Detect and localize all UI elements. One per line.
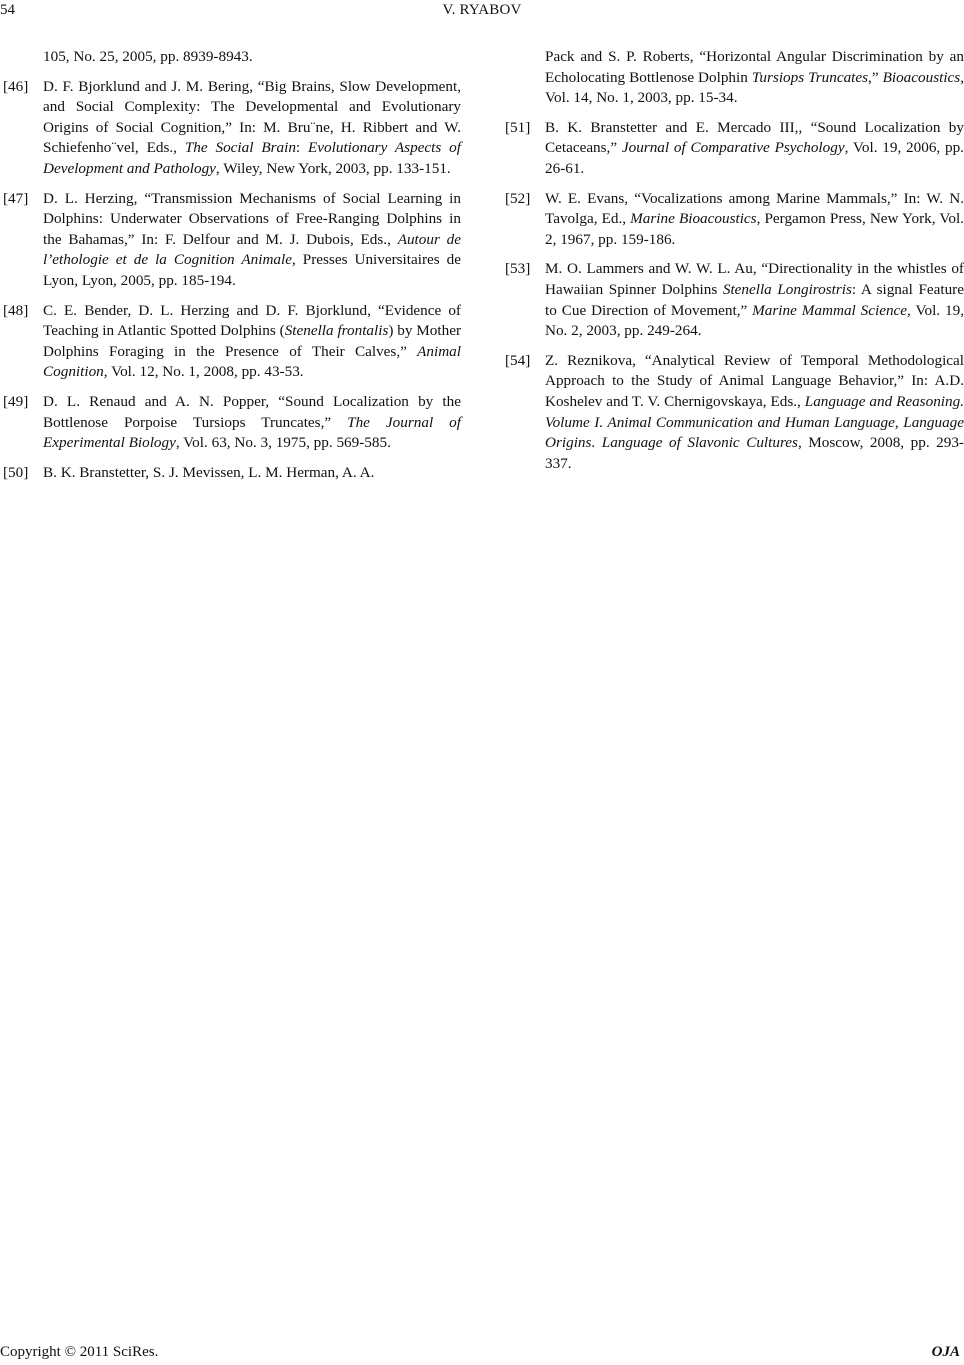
- text-run: , Vol. 14, No. 1, 2003, pp. 15-34.: [545, 68, 964, 107]
- text-run: D. L. Herzing, “Transmission Mechanisms of Social Learning in Dolphins: Underwater Observations of Free-Ranging Dolphins in the Bahamas,” In: F. Delfour and M. J. Dubois, Eds.,: [43, 189, 461, 248]
- reference-number: [49]: [3, 392, 29, 410]
- text-run: Z. Reznikova, “Analytical Review of Temporal Methodological Approach to the Study of Animal Language Behavior,” In: A.D. Koshelev and T. V. Chernigovskaya, Eds.,: [545, 351, 964, 410]
- text-run: , Moscow, 2008, pp. 293-337.: [545, 434, 964, 472]
- reference-text: [43, 189, 461, 292]
- reference-text: [545, 259, 964, 341]
- text-run: B. K. Branstetter, S. J. Mevissen, L. M. Herman, A. A.: [43, 463, 375, 481]
- text-run: ,”: [868, 68, 883, 86]
- italic-text: Bioacoustics: [882, 68, 961, 86]
- reference-text: [43, 463, 461, 484]
- text-run: D. L. Renaud and A. N. Popper, “Sound Localization by the Bottlenose Porpoise Tursiops Truncates,”: [43, 392, 461, 431]
- text-run: W. E. Evans, “Vocalizations among Marine Mammals,” In: W. N. Tavolga, Ed.,: [545, 189, 964, 228]
- italic-text: Evolutionary Aspects of Development and Pathology: [43, 139, 461, 177]
- text-run: , Pergamon Press, New York, Vol. 2, 1967, pp. 159-186.: [545, 210, 964, 248]
- text-run: , Vol. 63, No. 3, 1975, pp. 569-585.: [175, 434, 391, 452]
- reference-number: [52]: [505, 189, 531, 207]
- reference-continuation: [3, 47, 461, 68]
- reference-list: [3, 77, 461, 484]
- italic-text: Marine Bioacoustics: [630, 210, 757, 228]
- left-column: [3, 48, 461, 492]
- italic-text: Journal of Comparative Psychology: [621, 139, 845, 157]
- reference-item: [3, 463, 461, 484]
- reference-number: [47]: [3, 189, 29, 207]
- reference-text: [43, 392, 461, 454]
- italic-text: Tursiops Truncates: [751, 68, 869, 86]
- text-run: , Vol. 19, 2006, pp. 26-61.: [545, 139, 964, 177]
- text-run: ,: [894, 413, 904, 431]
- text-run: , Presses Universitaires de Lyon, Lyon, 2005, pp. 185-194.: [43, 251, 461, 289]
- text-run: D. F. Bjorklund and J. M. Bering, “Big Brains, Slow Development, and Social Complexity: The Developmental and Evolutionary Origins of Social Cognition,” In: M. Bru¨ne, H. Ribbert and W. Schiefenho¨vel, Eds.,: [43, 77, 461, 157]
- text-run: :: [295, 139, 309, 157]
- reference-item: [3, 301, 461, 383]
- footer-copyright: Copyright © 2011 SciRes.: [0, 1344, 159, 1361]
- text-run: .: [591, 434, 602, 452]
- reference-text: [545, 189, 964, 251]
- running-head: V. RYABOV: [442, 2, 522, 18]
- reference-number: [48]: [3, 301, 29, 319]
- footer-journal: OJA: [931, 1344, 960, 1361]
- reference-text: [43, 301, 461, 383]
- text-run: M. O. Lammers and W. W. L. Au, “Directionality in the whistles of Hawaiian Spinner Dolphins: [545, 260, 964, 298]
- right-column: [505, 48, 964, 483]
- italic-text: The Social Brain: [184, 139, 296, 157]
- italic-text: Language and Reasoning. Volume I. Animal Communication and Human Language: [545, 392, 964, 431]
- italic-text: Marine Mammal Science: [752, 301, 908, 319]
- reference-item: [3, 392, 461, 454]
- reference-item: [3, 77, 461, 180]
- reference-continuation: [505, 47, 964, 109]
- reference-text: [545, 118, 964, 180]
- text-run: B. K. Branstetter and E. Mercado III,, “Sound Localization by Cetaceans,”: [545, 118, 964, 157]
- reference-list: [505, 118, 964, 475]
- reference-item: [505, 118, 964, 180]
- italic-text: Animal Cognition: [43, 342, 461, 381]
- reference-number: [54]: [505, 351, 531, 369]
- italic-text: Stenella Longirostris: [722, 280, 852, 298]
- italic-text: Language of Slavonic Cultures: [601, 434, 798, 452]
- text-run: , Vol. 19, No. 2, 2003, pp. 249-264.: [545, 301, 964, 340]
- text-run: ) by Mother Dolphins Foraging in the Presence of Their Calves,”: [43, 322, 462, 360]
- reference-text: 105, No. 25, 2005, pp. 8939-8943.: [43, 48, 253, 65]
- text-run: , Wiley, New York, 2003, pp. 133-151.: [215, 159, 451, 177]
- reference-item: [505, 259, 964, 341]
- reference-text: [545, 351, 964, 475]
- reference-number: [50]: [3, 463, 29, 481]
- reference-number: [51]: [505, 118, 531, 136]
- text-run: : A signal Feature to Cue Direction of Movement,”: [545, 280, 964, 319]
- reference-text: [545, 47, 964, 109]
- reference-item: [505, 351, 964, 475]
- text-run: , Vol. 12, No. 1, 2008, pp. 43-53.: [103, 363, 304, 381]
- text-run: Pack and S. P. Roberts, “Horizontal Angular Discrimination by an Echolocating Bottlenose Dolphin: [545, 48, 964, 86]
- italic-text: The Journal of Experimental Biology: [43, 413, 461, 452]
- page-number: 54: [0, 2, 15, 18]
- reference-item: [505, 189, 964, 251]
- italic-text: Language Origins: [545, 413, 964, 452]
- reference-item: [3, 189, 461, 292]
- italic-text: Autour de l’ethologie et de la Cognition Animale: [43, 230, 461, 269]
- italic-text: Stenella frontalis: [284, 322, 389, 340]
- text-run: C. E. Bender, D. L. Herzing and D. F. Bjorklund, “Evidence of Teaching in Atlantic Spotted Dolphins (: [43, 301, 461, 340]
- reference-text: [43, 77, 461, 180]
- reference-number: [53]: [505, 260, 531, 278]
- reference-number: [46]: [3, 77, 29, 95]
